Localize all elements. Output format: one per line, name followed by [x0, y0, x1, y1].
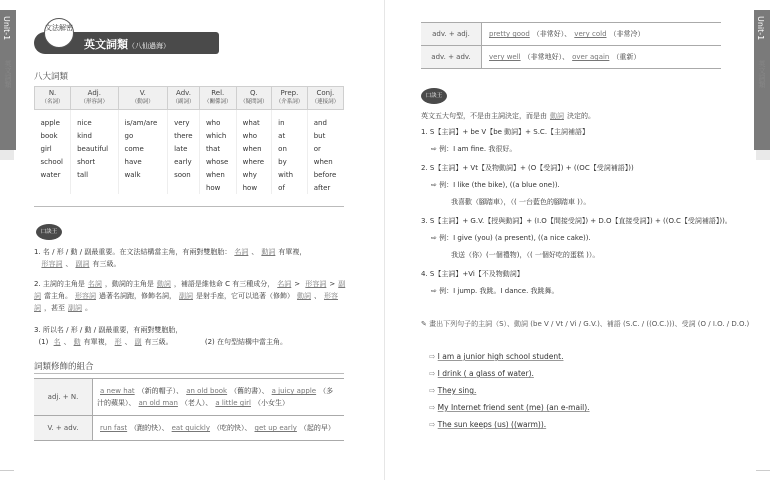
table-cell: by: [272, 155, 308, 168]
table-cell: beautiful: [71, 142, 118, 155]
right-unit-sub: 英文詞類: [758, 60, 766, 88]
table-cell: late: [168, 142, 200, 155]
header-subtitle: （八仙過海）: [128, 42, 170, 50]
mnemonic-badge-right: 口訣王: [421, 88, 447, 104]
table-cell: or: [307, 142, 343, 155]
exercise-item: ⇨ The sun keeps (us) ((warm)).: [429, 420, 547, 429]
table-cell: nice: [71, 110, 118, 130]
exercise-list: [429, 348, 749, 433]
pos-header-cell: Q. （疑問詞）: [236, 87, 272, 110]
table-cell: where: [236, 155, 272, 168]
exercise-item: ⇨ I am a junior high school student.: [429, 352, 564, 361]
table-cell: when: [307, 155, 343, 168]
pos-header-cell: Adj. （形容詞）: [71, 87, 118, 110]
table-row: [35, 142, 344, 155]
table-cell: when: [236, 142, 272, 155]
table-cell: [35, 181, 71, 194]
table-cell: [118, 181, 168, 194]
table-cell: of: [272, 181, 308, 194]
table-cell: is/am/are: [118, 110, 168, 130]
table-cell: [71, 181, 118, 194]
adverb-row: [421, 23, 721, 46]
modifier-examples: run fast （跑的快）、 eat quickly （吃的快）、 get up early （起的早）: [93, 416, 345, 441]
table-cell: apple: [40, 118, 60, 127]
pattern-block: [421, 215, 756, 261]
table-cell: early: [168, 155, 200, 168]
adverb-examples: pretty good （非常好）、 very cold （非常冷）: [482, 23, 722, 46]
table-row: [35, 110, 344, 130]
pattern-block: [421, 268, 756, 297]
table-row: [35, 168, 344, 181]
exercise-item: ⇨ My Internet friend sent (me) (an e-mail).: [429, 403, 590, 412]
table-cell: soon: [168, 168, 200, 181]
table-cell: tall: [71, 168, 118, 181]
header-title: 英文詞類: [84, 38, 128, 51]
pos-header-cell: Prep. （介系詞）: [272, 87, 308, 110]
pattern-example: ⇨ 例：I am fine. 我很好。: [431, 145, 517, 153]
bullet-icon: ⇨: [429, 403, 438, 412]
table-cell: water: [40, 170, 61, 179]
pos-header-cell: N. （名詞）: [35, 87, 71, 110]
section-title-modifier: 詞類修飾的組合: [34, 362, 94, 372]
pattern-example: ⇨ 例：I jump. 我跳。I dance. 我跳舞。: [431, 287, 559, 295]
bullet-icon: ⇨: [429, 369, 438, 378]
table-cell: but: [307, 129, 343, 142]
right-page: [385, 0, 770, 480]
intro-text: 英文五大句型，不是由主詞決定，而是由 動詞 決定的。: [421, 112, 595, 120]
pattern-example: ⇨ 例：I give (you) (a present), ((a nice cake)).: [431, 234, 591, 242]
table-cell: come: [118, 142, 168, 155]
pattern-formula: 3. S【主詞】+ G.V.【授與動詞】+ (I.O【間接受詞】) + D.O【直接受詞】) + ((O.C【受詞補語】))。: [421, 217, 732, 225]
table-cell: after: [307, 181, 343, 194]
bullet-icon: ⇨: [429, 386, 438, 395]
pos-header-cell: Adv. （副詞）: [168, 87, 200, 110]
table-cell: when: [199, 168, 236, 181]
adverb-key: adv. + adj.: [421, 23, 482, 46]
adverb-row: [421, 46, 721, 69]
table-cell: with: [272, 168, 308, 181]
table-cell: why: [236, 168, 272, 181]
parts-of-speech-table: [34, 86, 344, 194]
table-row: [35, 129, 344, 142]
pattern-formula: 4. S【主詞】+Vi【不及物動詞】: [421, 270, 524, 278]
mnemonic-badge: 口訣王: [36, 224, 62, 240]
table-cell: there: [168, 129, 200, 142]
header-bubble: 文法解密: [44, 18, 74, 48]
table-cell: which: [199, 129, 236, 142]
table-cell: girl: [40, 144, 52, 153]
exercise-item: ⇨ They sing.: [429, 386, 477, 395]
table-cell: walk: [118, 168, 168, 181]
pattern-example: 我送（你）(一個禮物)，（( 一個好吃的蛋糕 )）。: [451, 251, 600, 259]
bullet-icon: ⇨: [429, 420, 438, 429]
page-foot-mark: [0, 470, 14, 471]
table-cell: that: [199, 142, 236, 155]
pattern-block: [421, 126, 756, 155]
page-foot-mark-right: [756, 470, 770, 471]
pattern-formula: 1. S【主詞】+ be V【be 動詞】+ S.C.【主詞補語】: [421, 128, 590, 136]
rule-3: 3. 所以名 / 形 / 動 / 副最重要，有兩對雙胞胎， (1) 名 、 動 有單複， 形 、 副 有三級。 (2) 在句型結構中當主角。: [34, 326, 287, 346]
table-cell: how: [199, 181, 236, 194]
table-cell: book: [40, 131, 58, 140]
table-cell: and: [307, 110, 343, 130]
table-cell: how: [236, 181, 272, 194]
modifier-key: adj. + N.: [34, 379, 93, 416]
table-cell: very: [168, 110, 200, 130]
pos-header-cell: Rel. （關係詞）: [199, 87, 236, 110]
table-cell: have: [118, 155, 168, 168]
table-cell: school: [40, 157, 63, 166]
table-cell: go: [118, 129, 168, 142]
table-bottom-rule: [34, 206, 344, 207]
table-cell: at: [272, 129, 308, 142]
adverb-examples: very well （非常地好）、 over again （重新）: [482, 46, 722, 69]
exercise-instructions: ✎ 畫出下列句子的主詞（S）、動詞 (be V / Vt / Vi / G.V.)、補語 (S.C. / ((O.C.)))、受詞 (O / I.O. / D.O.): [421, 320, 750, 328]
pos-header-cell: V. （動詞）: [118, 87, 168, 110]
rule-2: 2. 主詞的主角是 名詞 ，動詞的主角是 動詞 ，補語是維他命 C 有三種成分， 名詞 > 形容詞 > 副詞 當主角。 形容詞 過著名詞跑，修飾名詞， 副詞 是射手座，它可以追著（修飾） 動詞 、 形容詞 ，甚至 副詞 。: [34, 280, 346, 312]
modifier-key: V. + adv.: [34, 416, 93, 441]
modifier-examples: a new hat （新的帽子）、 an old book （舊的書）、 a juicy apple （多汁的蘋果）、 an old man （老人）、 a little girl （小女生）: [93, 379, 345, 416]
table-cell: short: [71, 155, 118, 168]
pen-icon: ✎: [421, 320, 427, 328]
bullet-icon: ⇨: [429, 352, 438, 361]
rule-1: 1. 名 / 形 / 動 / 副最重要。在文法結構當主角，有兩對雙胞胎： 名詞 、 動詞 有單複， 形容詞 、 副詞 有三級。: [34, 248, 307, 268]
sentence-patterns: [421, 126, 756, 304]
unit-label: Unit-1: [2, 16, 11, 41]
exercise-item: ⇨ I drink ( a glass of water).: [429, 369, 534, 378]
table-cell: kind: [71, 129, 118, 142]
table-cell: on: [272, 142, 308, 155]
pattern-block: [421, 162, 756, 208]
table-cell: who: [199, 110, 236, 130]
adverb-key: adv. + adv.: [421, 46, 482, 69]
table-cell: in: [272, 110, 308, 130]
table-cell: [168, 181, 200, 194]
table-cell: what: [236, 110, 272, 130]
table-cell: before: [307, 168, 343, 181]
section-rule: [34, 373, 344, 374]
pattern-example: ⇨ 例：I like (the bike), ((a blue one)).: [431, 181, 560, 189]
modifier-row: [34, 379, 344, 416]
left-unit-sub: 英文詞類: [4, 60, 12, 88]
table-row: [35, 155, 344, 168]
table-row: [35, 181, 344, 194]
table-cell: whose: [199, 155, 236, 168]
modifier-row: [34, 416, 344, 441]
section-title-pos: 八大詞類: [34, 72, 69, 82]
table-cell: who: [236, 129, 272, 142]
unit-label: Unit-1: [756, 16, 765, 41]
pos-header-cell: Conj. （連接詞）: [307, 87, 343, 110]
adverb-combo-table: [421, 22, 721, 69]
pattern-example: 我喜歡（腳踏車），（( 一台藍色的腳踏車 )）。: [451, 198, 591, 206]
pattern-formula: 2. S【主詞】+ Vt【及物動詞】+ (O【受詞】) + ((OC【受詞補語】)): [421, 164, 634, 172]
modifier-table: [34, 378, 344, 441]
